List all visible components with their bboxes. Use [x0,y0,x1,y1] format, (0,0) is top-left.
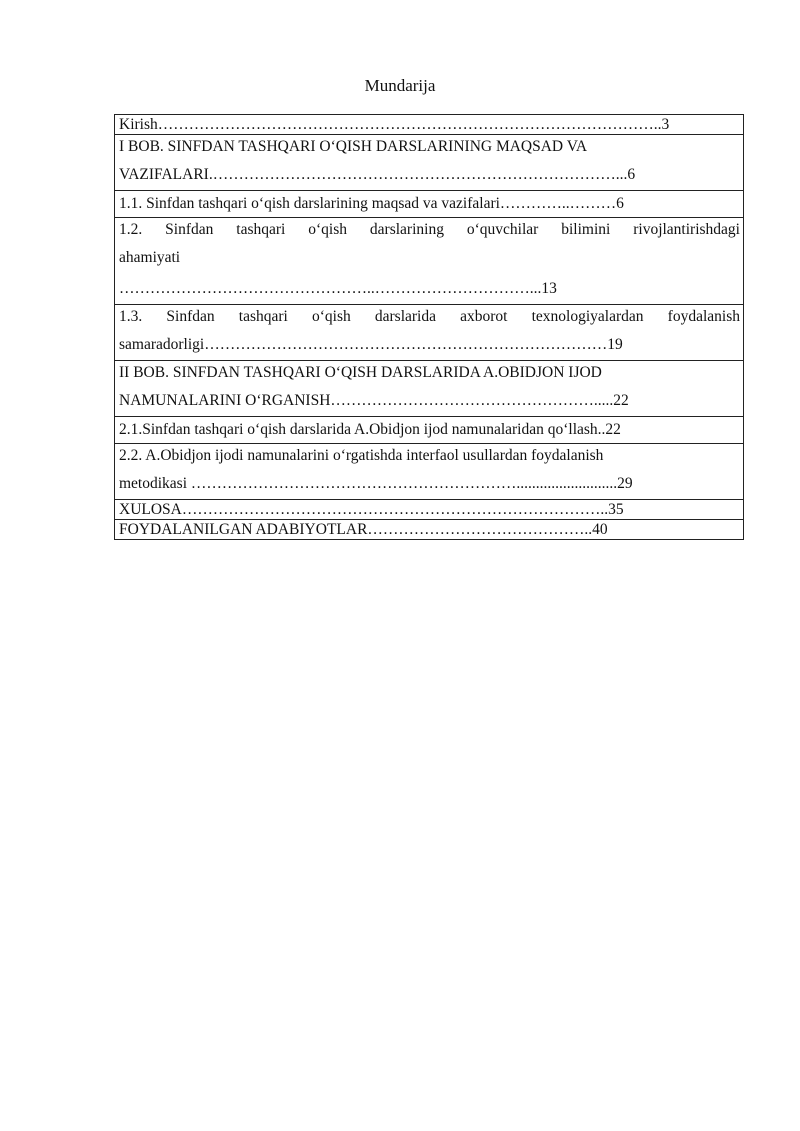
toc-entry-text: 2.2. A.Obidjon ijodi namunalarini o‘rgatishda interfaol usullardan foydalanish [119,447,604,464]
toc-entry-text: FOYDALANILGAN ADABIYOTLAR……………………………………..40 [119,521,608,538]
toc-entry-section-1-1 [115,190,743,217]
toc-entry-text: samaradorligi……………………………………………………………………19 [119,336,623,353]
toc-entry-section-2-2 [115,443,743,499]
toc-entry-text: metodikasi ………………………………………………………..........................29 [119,475,633,492]
toc-entry-xulosa [115,499,743,519]
toc-entry-text: 2.1.Sinfdan tashqari o‘qish darslarida A.Obidjon ijod namunalaridan qo‘llash..22 [119,421,621,438]
toc-entry-text: Kirish……………………………………………………………………………………..3 [119,116,670,133]
toc-entry-chapter-2 [115,360,743,416]
toc-entry-section-1-2 [115,217,743,304]
toc-entry-text: 1.1. Sinfdan tashqari o‘qish darslarining maqsad va vazifalari…………..………6 [119,195,624,212]
toc-entry-text: 1.3. Sinfdan tashqari o‘qish darslarida axborot texnologiyalardan foydalanish [119,308,740,325]
page-title: Mundarija [364,76,436,95]
toc-entry-text: …………………………………………..…………………………...13 [119,280,557,297]
toc-entry-chapter-1 [115,134,743,190]
toc-entry-section-1-3 [115,304,743,360]
toc-entry-text: XULOSA………………………………………………………………………..35 [119,501,624,518]
toc-entry-text: II BOB. SINFDAN TASHQARI O‘QISH DARSLARIDA A.OBIDJON IJOD [119,364,602,381]
toc-entry-text: ahamiyati [119,249,181,266]
table-of-contents [114,114,744,540]
toc-entry-adabiyotlar [115,519,743,539]
toc-entry-kirish [115,115,743,134]
toc-entry-text: NAMUNALARINI O‘RGANISH…………………………………………….....22 [119,392,629,409]
toc-entry-text: VAZIFALARI.……………………………………………………………………...6 [119,166,636,183]
toc-entry-text: I BOB. SINFDAN TASHQARI O‘QISH DARSLARINING MAQSAD VA [119,138,588,155]
toc-entry-text: 1.2. Sinfdan tashqari o‘qish darslarining o‘quvchilar bilimini rivojlantirishdagi [119,221,740,238]
toc-entry-section-2-1 [115,416,743,443]
